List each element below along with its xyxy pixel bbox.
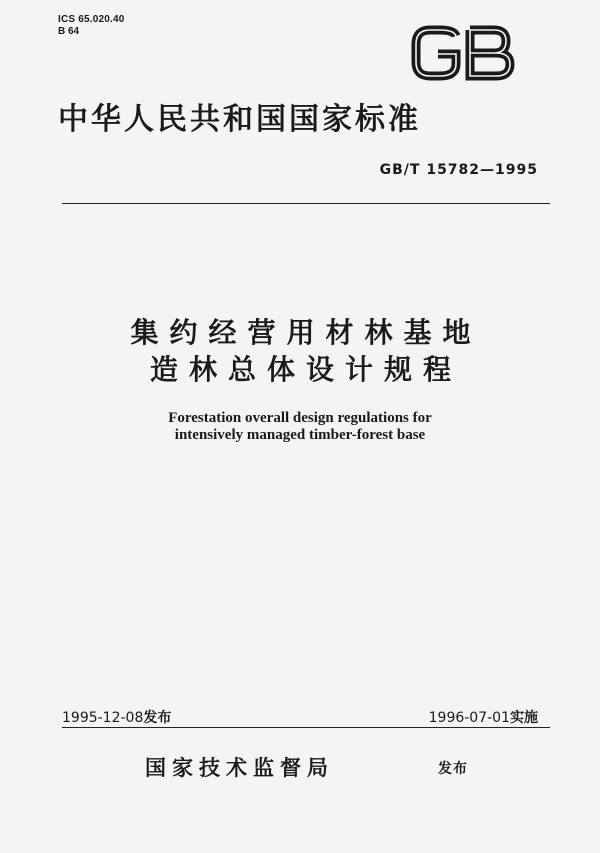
ics-code: ICS 65.020.40 [58, 14, 125, 25]
document-title-line-2: 造林总体设计规程 [149, 353, 462, 386]
classification-code: B 64 [58, 26, 80, 37]
gb-logo [410, 24, 518, 82]
implementation-date-label: 实施 [510, 710, 538, 726]
issue-date-label: 发布 [143, 710, 172, 726]
top-divider [62, 203, 550, 204]
issuing-action: 发布 [438, 761, 468, 777]
issue-date-value: 1995-12-08 [62, 710, 144, 726]
english-title-line-1: Forestation overall design regulations for [168, 410, 432, 426]
issue-date [62, 709, 171, 727]
implementation-date-value: 1996-07-01 [428, 710, 510, 726]
english-title-line-2: intensively managed timber-forest base [174, 427, 426, 443]
implementation-date [429, 709, 538, 727]
standard-title: 中华人民共和国国家标准 [58, 102, 421, 137]
document-title-line-1: 集约经营用材林基地 [130, 316, 482, 349]
standard-number: GB/T 15782—1995 [379, 162, 538, 178]
bottom-divider [62, 727, 550, 728]
issuing-authority: 国家技术监督局 [145, 756, 334, 780]
